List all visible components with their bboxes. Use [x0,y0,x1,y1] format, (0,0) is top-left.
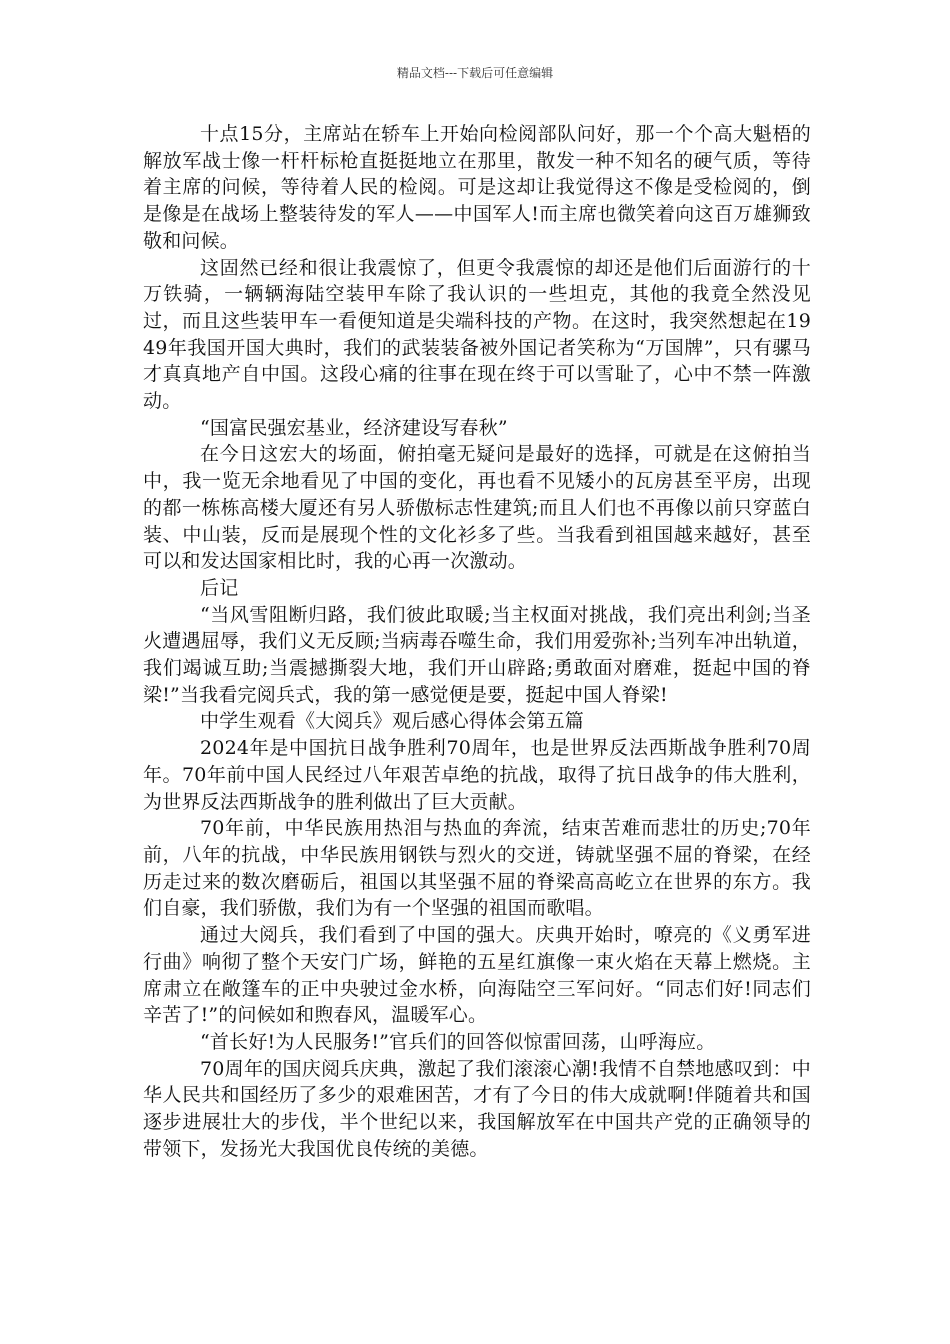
paragraph: “当风雪阻断归路，我们彼此取暖;当主权面对挑战，我们亮出利剑;当圣火遭遇屈辱，我们义无反顾;当病毒吞噬生命，我们用爱弥补;当列车冲出轨道，我们竭诚互助;当震撼撕裂大地，我们开山辟路;勇敢面对磨难，挺起中国的脊梁!”当我看完阅兵式，我的第一感觉便是要，挺起中国人脊梁! [143,603,811,706]
paragraph: “国富民强宏基业，经济建设写春秋” [200,416,508,439]
paragraph: 通过大阅兵，我们看到了中国的强大。庆典开始时，嘹亮的《义勇军进行曲》响彻了整个天安门广场，鲜艳的五星红旗像一束火焰在天幕上燃烧。主席肃立在敞篷车的正中央驶过金水桥，向海陆空三军问好。“同志们好!同志们辛苦了!”的问候如和煦春风，温暖军心。 [143,924,811,1027]
page-header: 精品文档---下载后可任意编辑 [396,66,554,80]
paragraph: 在今日这宏大的场面，俯拍毫无疑问是最好的选择，可就是在这俯拍当中，我一览无余地看见了中国的变化，再也看不见矮小的瓦房甚至平房，出现的都一栋栋高楼大厦还有另人骄傲标志性建筑;而且人们也不再像以前只穿蓝白装、中山装，反而是展现个性的文化衫多了些。当我看到祖国越来越好，甚至可以和发达国家相比时，我的心再一次激动。 [143,443,811,573]
paragraph: 2024年是中国抗日战争胜利70周年，也是世界反法西斯战争胜利70周年。70年前中国人民经过八年艰苦卓绝的抗战，取得了抗日战争的伟大胜利，为世界反法西斯战争的胜利做出了巨大贡献。 [143,737,811,813]
paragraph: 70周年的国庆阅兵庆典，激起了我们滚滚心潮!我情不自禁地感叹到：中华人民共和国经历了多少的艰难困苦，才有了今日的伟大成就啊!伴随着共和国逐步进展壮大的步伐，半个世纪以来，我国解放军在中国共产党的正确领导的带领下，发扬光大我国优良传统的美德。 [143,1057,811,1160]
paragraph: 后记 [200,576,239,599]
section-title: 中学生观看《大阅兵》观后感心得体会第五篇 [200,710,585,733]
paragraph: “首长好!为人民服务!”官兵们的回答似惊雷回荡，山呼海应。 [200,1030,716,1053]
paragraph: 70年前，中华民族用热泪与热血的奔流，结束苦难而悲壮的历史;70年前，八年的抗战，中华民族用钢铁与烈火的交迸，铸就坚强不屈的脊梁，在经历走过来的数次磨砺后，祖国以其坚强不屈的脊梁高高屹立在世界的东方。我们自豪，我们骄傲，我们为有一个坚强的祖国而歌唱。 [143,817,811,920]
paragraph: 这固然已经和很让我震惊了，但更令我震惊的却还是他们后面游行的十万铁骑，一辆辆海陆空装甲车除了我认识的一些坦克，其他的我竟全然没见过，而且这些装甲车一看便知道是尖端科技的产物。在这时，我突然想起在1949年我国开国大典时，我们的武装装备被外国记者笑称为“万国牌”，只有骡马才真真地产自中国。这段心痛的往事在现在终于可以雪耻了，心中不禁一阵激动。 [143,256,811,413]
paragraph: 十点15分，主席站在轿车上开始向检阅部队问好，那一个个高大魁梧的解放军战士像一杆杆标枪直挺挺地立在那里，散发一种不知名的硬气质，等待着主席的问候，等待着人民的检阅。可是这却让我觉得这不像是受检阅的，倒是像是在战场上整装待发的军人——中国军人!而主席也微笑着向这百万雄狮致敬和问候。 [143,123,811,252]
document-body [143,121,811,1162]
